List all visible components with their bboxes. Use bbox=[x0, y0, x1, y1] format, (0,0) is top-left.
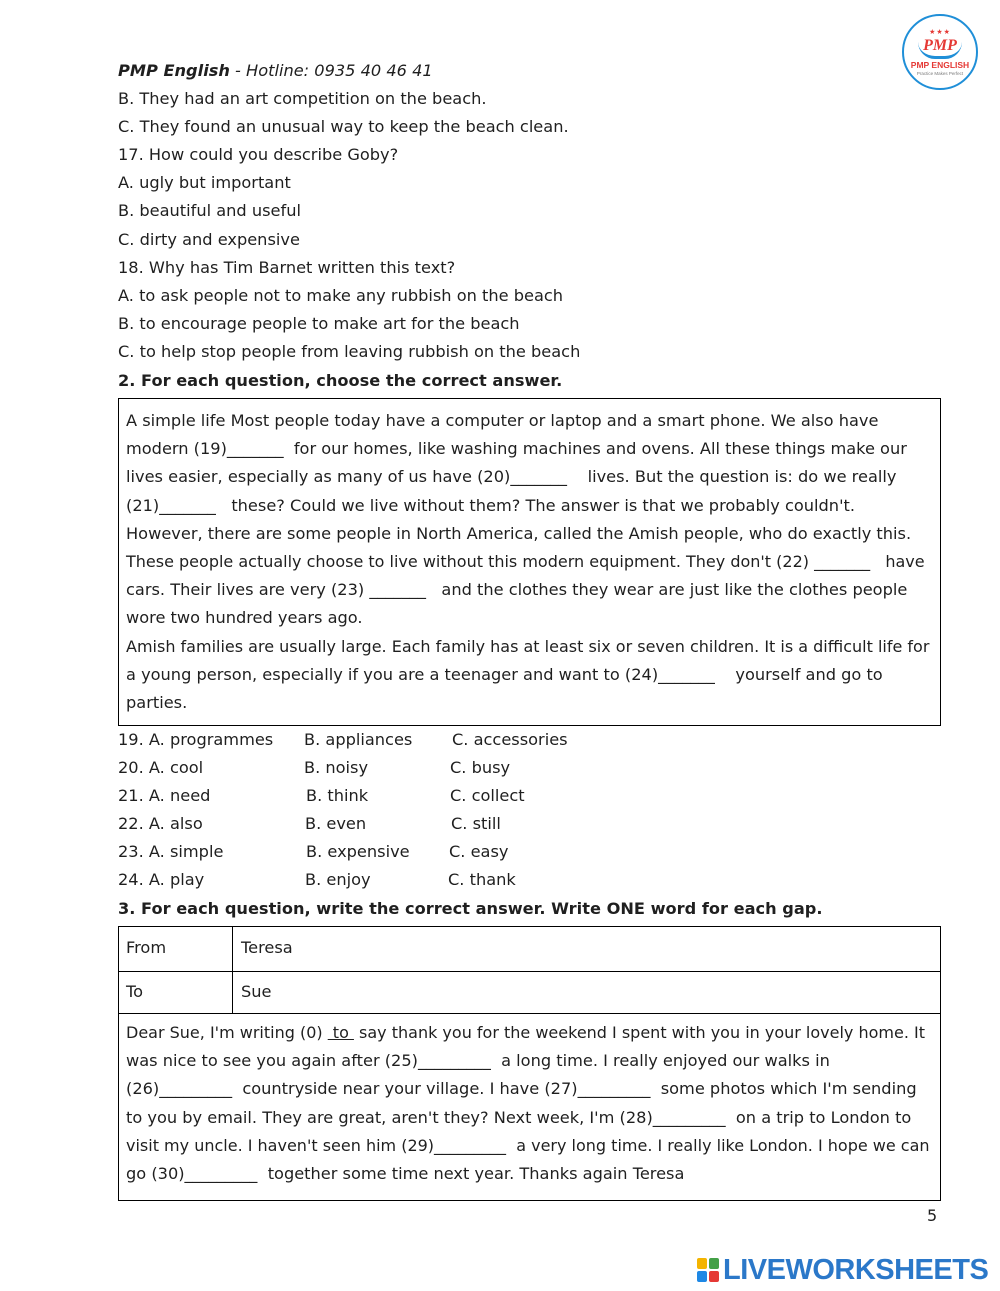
option-20-b: B. noisy bbox=[304, 758, 369, 777]
option-23-b: B. expensive bbox=[306, 842, 410, 861]
option-line: B. beautiful and useful bbox=[118, 201, 301, 220]
option-line: C. dirty and expensive bbox=[118, 230, 300, 249]
passage-line: a young person, especially if you are a teenager and want to (24)_______ yourself and go to bbox=[126, 664, 883, 684]
page-header bbox=[118, 60, 433, 82]
option-21-b: B. think bbox=[306, 786, 369, 805]
option-19-c: C. accessories bbox=[452, 730, 568, 749]
email-line: was nice to see you again after (25)_________ a long time. I really enjoyed our walks in bbox=[126, 1051, 830, 1071]
logo-tagline: Practice Makes Perfect bbox=[916, 71, 964, 76]
page-number: 5 bbox=[927, 1206, 938, 1225]
liveworksheets-wordmark: LIVEWORKSHEETS bbox=[723, 1254, 989, 1286]
header-brand: PMP English bbox=[118, 61, 230, 80]
logo-stars: ★★★ bbox=[929, 28, 951, 36]
logo-brand: PMP ENGLISH bbox=[910, 60, 970, 70]
passage-line: wore two hundred years ago. bbox=[126, 608, 363, 628]
email-body bbox=[126, 1019, 930, 1188]
option-22-b: B. even bbox=[305, 814, 367, 833]
option-20-a: 20. A. cool bbox=[118, 758, 204, 777]
email-text: Dear Sue, I'm writing (0) bbox=[126, 1023, 328, 1042]
to-label: To bbox=[126, 982, 144, 1001]
option-21-c: C. collect bbox=[450, 786, 525, 805]
option-24-a: 24. A. play bbox=[118, 870, 205, 889]
from-label: From bbox=[126, 938, 167, 957]
option-line: C. to help stop people from leaving rubbish on the beach bbox=[118, 342, 581, 361]
email-line bbox=[126, 1019, 930, 1047]
from-row bbox=[119, 927, 940, 972]
text-line: C. They found an unusual way to keep the beach clean. bbox=[118, 117, 569, 136]
option-19-b: B. appliances bbox=[304, 730, 413, 749]
pmp-logo bbox=[902, 14, 978, 90]
option-22-a: 22. A. also bbox=[118, 814, 203, 833]
passage-line: modern (19)_______ for our homes, like washing machines and ovens. All these things make our bbox=[126, 439, 907, 459]
option-23-c: C. easy bbox=[449, 842, 509, 861]
logo-monogram: PMP bbox=[923, 37, 957, 54]
example-answer: to bbox=[327, 1023, 354, 1042]
option-line: A. to ask people not to make any rubbish on the beach bbox=[118, 286, 564, 305]
passage-line: However, there are some people in North America, called the Amish people, who do exactly this. bbox=[126, 523, 912, 543]
email-line: visit my uncle. I haven't seen him (29)_________ a very long time. I really like London. I hope we can bbox=[126, 1135, 930, 1155]
section-3-heading: 3. For each question, write the correct answer. Write ONE word for each gap. bbox=[118, 899, 823, 918]
logo-figures-icon bbox=[918, 42, 962, 59]
email-line: to you by email. They are great, aren't they? Next week, I'm (28)_________ on a trip to London to bbox=[126, 1107, 912, 1127]
email-line: (26)_________ countryside near your village. I have (27)_________ some photos which I'm sending bbox=[126, 1079, 917, 1099]
option-line: A. ugly but important bbox=[118, 173, 291, 192]
liveworksheets-blocks-icon bbox=[697, 1258, 719, 1282]
question-18: 18. Why has Tim Barnet written this text? bbox=[118, 258, 456, 277]
to-value: Sue bbox=[241, 982, 272, 1001]
column-divider bbox=[232, 927, 233, 1014]
option-23-a: 23. A. simple bbox=[118, 842, 224, 861]
passage-line: cars. Their lives are very (23) _______ and the clothes they wear are just like the clothes people bbox=[126, 580, 908, 600]
reading-passage bbox=[118, 398, 941, 726]
from-value: Teresa bbox=[241, 938, 293, 957]
email-text: say thank you for the weekend I spent with you in your lovely home. It bbox=[353, 1023, 925, 1042]
text-line: B. They had an art competition on the beach. bbox=[118, 89, 487, 108]
option-line: B. to encourage people to make art for the beach bbox=[118, 314, 520, 333]
passage-line: A simple life Most people today have a computer or laptop and a smart phone. We also have bbox=[126, 411, 879, 430]
section-2-heading: 2. For each question, choose the correct answer. bbox=[118, 371, 563, 390]
option-20-c: C. busy bbox=[450, 758, 511, 777]
option-24-c: C. thank bbox=[448, 870, 516, 889]
email-table bbox=[118, 926, 941, 1201]
email-line: go (30)_________ together some time next year. Thanks again Teresa bbox=[126, 1164, 685, 1184]
option-19-a: 19. A. programmes bbox=[118, 730, 274, 749]
passage-line: Amish families are usually large. Each family has at least six or seven children. It is a difficult life for bbox=[126, 636, 930, 656]
option-24-b: B. enjoy bbox=[305, 870, 371, 889]
to-row bbox=[119, 971, 940, 1014]
question-17: 17. How could you describe Goby? bbox=[118, 145, 399, 164]
passage-line: lives easier, especially as many of us have (20)_______ lives. But the question is: do we really bbox=[126, 467, 897, 487]
passage-line: These people actually choose to live without this modern equipment. They don't (22) _______ have bbox=[126, 552, 925, 572]
passage-line: (21)_______ these? Could we live without them? The answer is that we probably couldn't. bbox=[126, 495, 856, 515]
header-hotline: - Hotline: 0935 40 46 41 bbox=[229, 61, 433, 80]
passage-line: parties. bbox=[126, 693, 188, 713]
option-21-a: 21. A. need bbox=[118, 786, 211, 805]
option-22-c: C. still bbox=[451, 814, 501, 833]
